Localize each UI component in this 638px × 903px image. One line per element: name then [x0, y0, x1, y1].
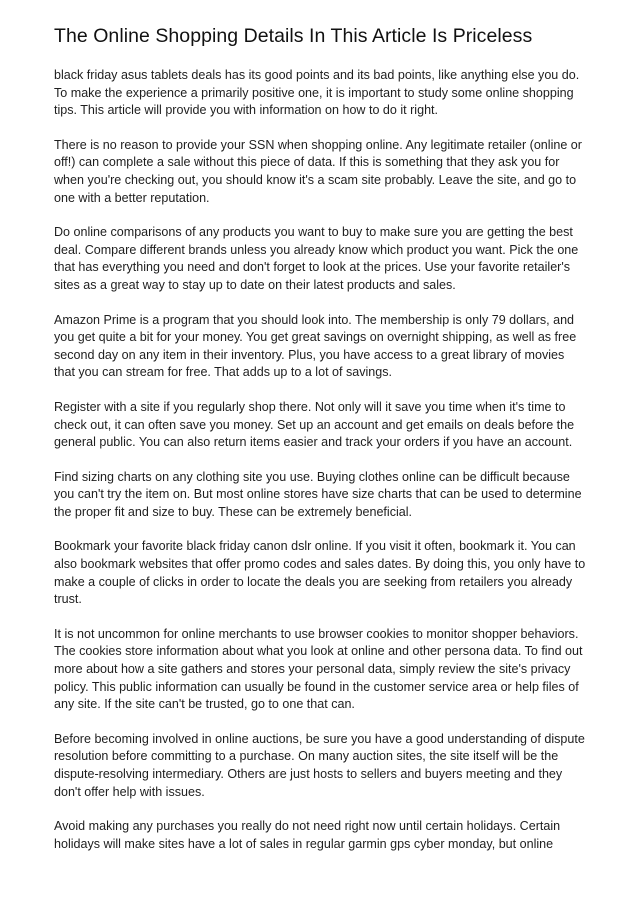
paragraph-bookmark: Bookmark your favorite black friday canon dslr online. If you visit it often, bookmark it. You can also bookmark websites that offer promo codes and sales dates. By doing this, you only have to make a couple of clicks in order to locate the deals you are seeking from retailers you already trust.	[54, 539, 586, 607]
document-page	[54, 24, 588, 870]
paragraph-sizing-charts: Find sizing charts on any clothing site you use. Buying clothes online can be difficult because you can't try the item on. But most online stores have size charts that can be used to determine the proper fit and size to buy. These can be extremely beneficial.	[54, 469, 582, 519]
paragraph-ssn: There is no reason to provide your SSN when shopping online. Any legitimate retailer (online or off!) can complete a sale without this piece of data. If this is something that they ask you for when you're checking out, you should know it's a scam site probably. Leave the site, and go to one with a better reputation.	[54, 137, 582, 205]
paragraph-cookies: It is not uncommon for online merchants to use browser cookies to monitor shopper behaviors. The cookies store information about what you look at online and other persona data. To find out more about how a site gathers and stores your personal data, simply review the site's privacy policy. This public information can usually be found in the customer service area or help files of any site. If the site can't be trusted, go to one that can.	[54, 626, 583, 712]
article-title: The Online Shopping Details In This Article Is Priceless	[54, 25, 533, 47]
paragraph-register: Register with a site if you regularly shop there. Not only will it save you time when it's time to check out, it can often save you money. Set up an account and get emails on deals before the general public. You can also return items easier and track your orders if you have an account.	[54, 399, 575, 450]
paragraph-auctions: Before becoming involved in online auctions, be sure you have a good understanding of dispute resolution before committing to a purchase. On many auction sites, the site itself will be the dispute-resolving intermediary. Others are just hosts to sellers and buyers meeting and they don't offer help with issues.	[54, 731, 585, 799]
paragraph-intro: black friday asus tablets deals has its good points and its bad points, like anything else you do. To make the experience a primarily positive one, it is important to study some online shopping tips. This article will provide you with information on how to do it right.	[54, 68, 580, 118]
paragraph-holidays: Avoid making any purchases you really do not need right now until certain holidays. Certain holidays will make sites have a lot of sales in regular garmin gps cyber monday, but online	[54, 819, 561, 851]
paragraph-comparisons: Do online comparisons of any products you want to buy to make sure you are getting the best deal. Compare different brands unless you already know which product you want. Pick the one that has everything you need and don't forget to look at the prices. Use your favorite retailer's sites as a great way to stay up to date on their latest products and sales.	[54, 225, 579, 292]
paragraph-amazon-prime: Amazon Prime is a program that you should look into. The membership is only 79 dollars, and you get quite a bit for your money. You get great savings on overnight shipping, as well as free second day on any item in their inventory. Plus, you have access to a great library of movies that you can stream for free. That adds up to a lot of savings.	[54, 312, 577, 380]
